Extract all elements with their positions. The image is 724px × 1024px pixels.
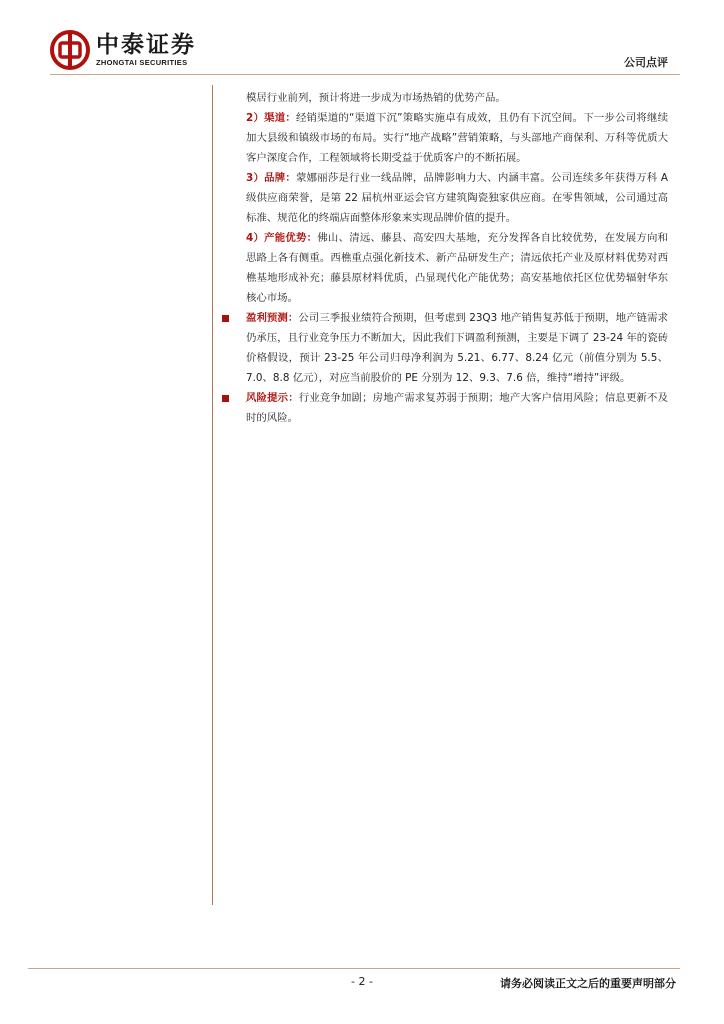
bullet-title: 盈利预测： (246, 312, 299, 324)
point-title: 3）品牌： (246, 172, 296, 184)
column-divider (212, 85, 213, 905)
bullet-text: 公司三季报业绩符合预期，但考虑到 23Q3 地产销售复苏低于预期，地产链需求仍承压，且行业竞争压力不断加大，因此我们下调盈利预测，主要是下调了 23-24 年的瓷砖价格假设，预计 23-25 年公司归母净利润为 5.21、6.77、8.24 亿元（前值分别为 5.5、7.0、8.8 亿元），对应当前股价的 PE 分别为 12、9.3、7.6 倍，维持“增持”评级。 (246, 312, 668, 384)
report-body (222, 88, 668, 428)
point-text: 蒙娜丽莎是行业一线品牌，品牌影响力大、内涵丰富。公司连续多年获得万科 A 级供应商荣誉，是第 22 届杭州亚运会官方建筑陶瓷独家供应商。在零售领域，公司通过高标准、规范化的终端店面整体形象来实现品牌价值的提升。 (246, 172, 668, 224)
document-type: 公司点评 (624, 56, 668, 69)
bullet-text: 行业竞争加剧；房地产需求复苏弱于预期；地产大客户信用风险；信息更新不及时的风险。 (246, 392, 669, 424)
point-brand (222, 168, 668, 228)
page-number: - 2 - (351, 975, 373, 988)
company-name-en: ZHONGTAI SECURITIES (96, 58, 188, 67)
square-bullet-icon (222, 315, 229, 322)
point-title: 4）产能优势： (246, 232, 318, 244)
point-channel (222, 108, 668, 168)
square-bullet-icon (222, 395, 229, 402)
disclaimer-note: 请务必阅读正文之后的重要声明部分 (500, 977, 676, 990)
header-divider (50, 74, 680, 75)
company-logo (50, 28, 196, 72)
bullet-title: 风险提示： (246, 392, 299, 404)
point-text: 经销渠道的“渠道下沉”策略实施卓有成效，且仍有下沉空间。下一步公司将继续加大县级和镇级市场的布局。实行“地产战略”营销策略，与头部地产商保利、万科等优质大客户深度合作，工程领域将长期受益于优质客户的不断拓展。 (246, 112, 668, 164)
point-capacity (222, 228, 668, 308)
zhongtai-logo-icon (50, 30, 90, 70)
company-name-cn: 中泰证券 (96, 32, 196, 58)
footer-divider (28, 968, 680, 969)
point-text: 佛山、清远、藤县、高安四大基地，充分发挥各自比较优势，在发展方向和思路上各有侧重。西樵重点强化新技术、新产品研发生产；清远依托产业及原材料优势对西樵基地形成补充；藤县原材料优质，凸显现代化产能优势；高安基地依托区位优势辐射华东核心市场。 (246, 232, 669, 304)
continuation-paragraph: 模居行业前列，预计将进一步成为市场热销的优势产品。 (246, 92, 506, 104)
bullet-earnings-forecast (222, 308, 668, 388)
point-title: 2）渠道： (246, 112, 296, 124)
bullet-risk-warning (222, 388, 668, 428)
